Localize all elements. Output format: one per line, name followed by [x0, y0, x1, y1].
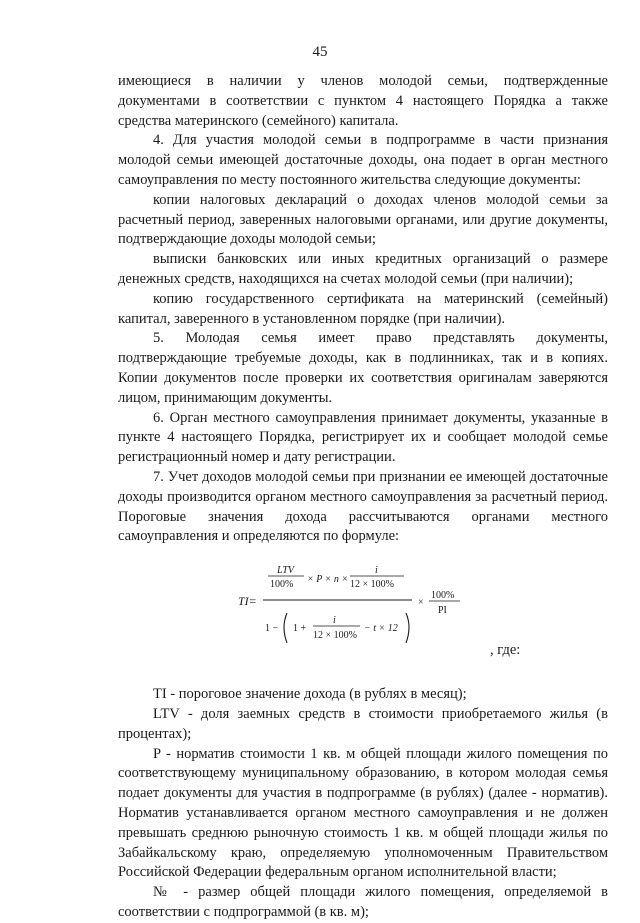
formula-times: × [418, 597, 424, 609]
formula-one-minus: 1 − [265, 623, 279, 635]
paragraph: 6. Орган местного самоуправления принимает документы, указанные в пункте 4 настоящего Порядка, регистрирует их и сообщает молодой семье регистрационный номер и дату регистрации. [118, 409, 608, 466]
paragraph: 5. Молодая семья имеет право представлять документы, подтверждающие требуемые доходы, как в подлинниках, так и в копиях. Копии документов после проверки их соответствия оригиналам заверяются лицом, принимающим документы. [118, 330, 608, 406]
formula-i: i [375, 565, 378, 577]
formula-minus-t12: − t × 12 [364, 623, 398, 635]
definition-item: LTV - доля заемных средств в стоимости приобретаемого жилья (в процентах); [118, 705, 608, 742]
page-number: 45 [312, 44, 328, 60]
formula-twelve-pct-denominator: 12 × 100% [313, 630, 357, 642]
paragraph: 7. Учет доходов молодой семьи при признании ее имеющей достаточные доходы производится органом местного самоуправления за расчетный период. Пороговые значения дохода рассчитываются органами местного самоуправления и определяются по формуле: [118, 468, 608, 545]
formula-lhs: TI= [238, 594, 257, 609]
formula-block [118, 555, 608, 673]
paragraph: имеющиеся в наличии у членов молодой семьи, подтвержденные документами в соответствии с пунктом 4 настоящего Порядка а также средства материнского (семейного) капитала. [118, 73, 608, 129]
formula-pct: 100% [270, 579, 294, 591]
formula-one-plus: 1 + [293, 623, 307, 635]
paragraph: копии налоговых деклараций о доходах членов молодой семьи за расчетный период, заверенных налоговыми органами, или другие документы, подтверждающие доходы молодой семьи; [118, 191, 608, 248]
threshold-income-formula [238, 563, 488, 673]
paragraph: 4. Для участия молодой семьи в подпрограмме в части признания молодой семьи имеющей достаточные доходы, она подает в орган местного самоуправления по месту постоянного жительства следующие документы: [118, 132, 608, 188]
paragraph: выписки банковских или иных кредитных организаций о размере денежных средств, находящихся на счетах молодой семьи (при наличии); [118, 251, 608, 287]
formula-pi: PI [438, 605, 447, 617]
formula-twelve-pct: 12 × 100% [350, 579, 394, 591]
definition-item: P - норматив стоимости 1 кв. м общей площади жилого помещения по соответствующему муниципальному образованию, в котором молодая семья подает документы для участия в подпрограмме (в рублях) (далее - норматив). Норматив устанавливается органом местного самоуправления и не должен превышать среднюю рыночную стоимость 1 кв. м общей площади жилья по Забайкальскому краю, определяемую уполномоченным Правительством Российской Федерации федеральным органом исполнительной власти; [118, 745, 608, 881]
formula-times-p-n: × P × n × [307, 574, 349, 586]
formula-where: , где: [490, 642, 521, 659]
definition-item: TI - пороговое значение дохода (в рублях в месяц); [153, 686, 467, 703]
formula-i-denominator: i [333, 615, 336, 627]
definition-item: № - размер общей площади жилого помещения, определяемой в соответствии с подпрограммой (в кв. м); [118, 884, 608, 920]
formula-ltv: LTV [277, 565, 295, 577]
document-body [118, 72, 608, 923]
definitions-list [118, 685, 608, 923]
formula-pct-right: 100% [431, 590, 455, 602]
paragraph: копию государственного сертификата на материнский (семейный) капитал, заверенного в установленном порядке (при наличии). [118, 290, 608, 327]
